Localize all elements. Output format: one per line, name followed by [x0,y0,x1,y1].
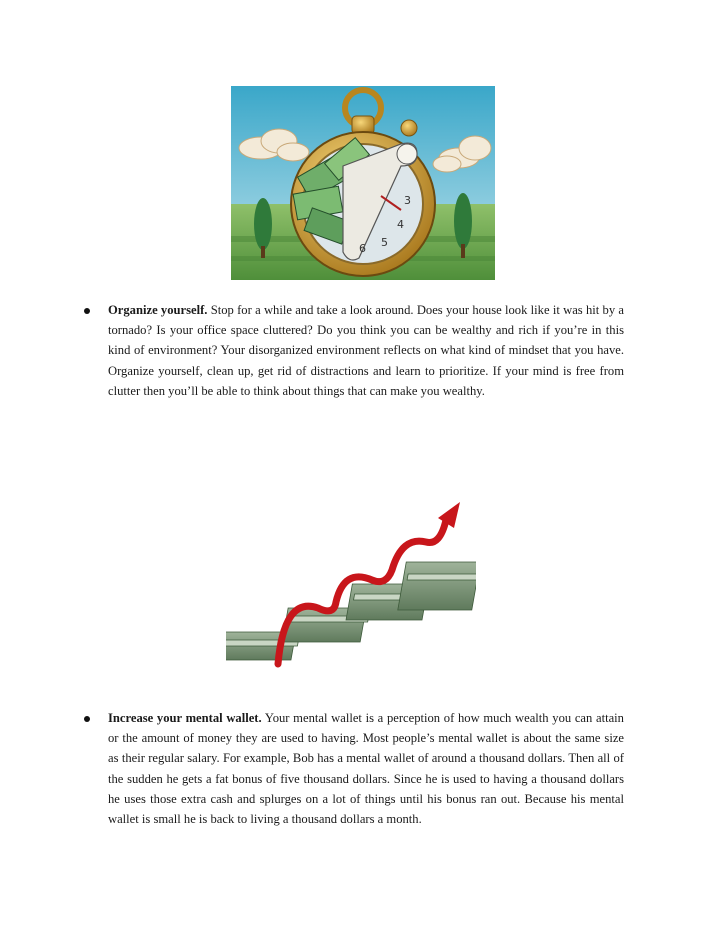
bullet-title: Increase your mental wallet. [108,711,262,725]
svg-text:4: 4 [397,218,404,231]
bullet-increase-mental-wallet [84,708,624,829]
svg-text:5: 5 [381,236,388,249]
money-stacks-rising-arrow-illustration [226,484,476,686]
bullet-body: Your mental wallet is a perception of how much wealth you can attain or the amount of money they are used to having. Most people’s mental wallet is about the same size as their regular salary. For example, Bob has a mental wallet of around a thousand dollars. Then all of the sudden he gets a fat bonus of five thousand dollars. Since he is used to having a thousand dollars he uses those extra cash and splurges on a lot of things until his bonus ran out. Because his mental wallet is small he is back to living a thousand dollars a month. [108,711,624,827]
bullet-point [84,308,90,314]
bullet-point [84,716,90,722]
pocket-watch-money-illustration [231,86,495,280]
svg-text:6: 6 [359,242,366,255]
bullet-paragraph [108,708,624,829]
bullet-title: Organize yourself. [108,303,208,317]
bullet-body: Stop for a while and take a look around. Does your house look like it was hit by a tornado? Is your office space cluttered? Do you think you can be wealthy and rich if you’re in this kind of environment? Your disorganized environment reflects on what kind of mindset that you have. Organize yourself, clean up, get rid of distractions and learn to prioritize. If your mind is free from clutter then you’ll be able to think about things that can make you wealthy. [108,303,624,398]
bullet-paragraph [108,300,624,401]
bullet-organize-yourself [84,300,624,401]
svg-text:3: 3 [404,194,411,207]
